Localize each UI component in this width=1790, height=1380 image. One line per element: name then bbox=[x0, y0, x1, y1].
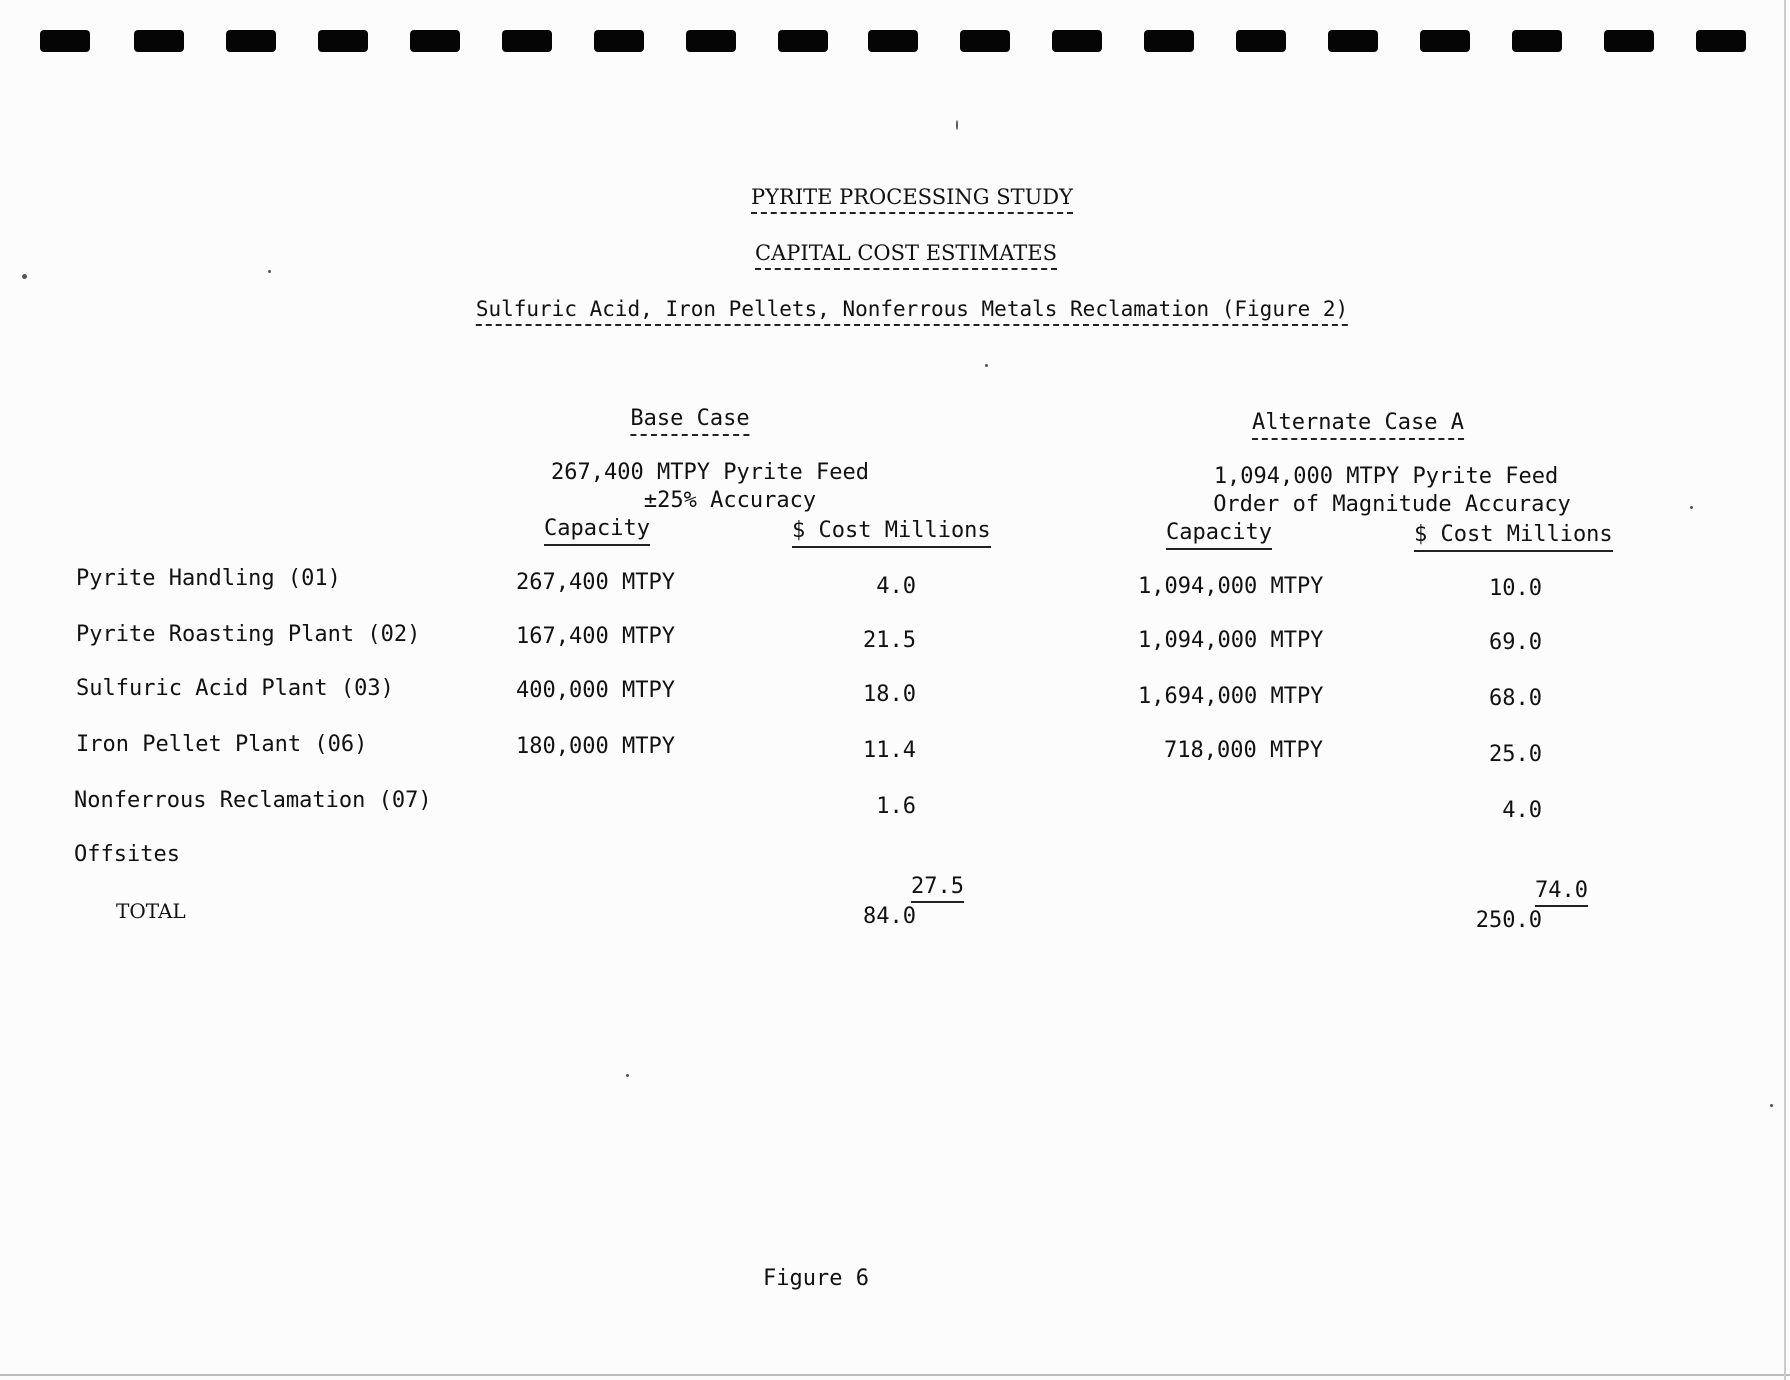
base-case-feed: 267,400 MTPY Pyrite Feed bbox=[551, 460, 869, 485]
base-cost-cell: 1.6 bbox=[876, 794, 916, 819]
document-description: Sulfuric Acid, Iron Pellets, Nonferrous Metals Reclamation (Figure 2) bbox=[476, 296, 1348, 326]
alternate-cost-cell: 68.0 bbox=[1489, 686, 1542, 711]
alternate-cost-cell: 4.0 bbox=[1502, 798, 1542, 823]
binder-hole bbox=[1144, 30, 1194, 52]
row-label: Sulfuric Acid Plant (03) bbox=[76, 676, 394, 701]
base-capacity-cell: 167,400 MTPY bbox=[516, 624, 675, 649]
alternate-capacity-cell: 1,094,000 MTPY bbox=[1138, 628, 1324, 653]
base-capacity-cell: 180,000 MTPY bbox=[516, 734, 675, 759]
total-base-cost: 84.0 bbox=[863, 904, 916, 929]
alternate-case-heading: Alternate Case A bbox=[1252, 410, 1464, 440]
base-cost-value: 27.5 bbox=[911, 874, 964, 903]
scan-speck bbox=[956, 120, 958, 130]
scan-speck bbox=[626, 1074, 629, 1077]
binder-hole bbox=[1512, 30, 1562, 52]
alternate-capacity-cell: 1,694,000 MTPY bbox=[1138, 684, 1324, 709]
alternate-cost-cell: 69.0 bbox=[1489, 630, 1542, 655]
alternate-cost-header: $ Cost Millions bbox=[1414, 522, 1613, 552]
binder-hole bbox=[318, 30, 368, 52]
base-case-accuracy: ±25% Accuracy bbox=[643, 488, 817, 513]
row-label: Nonferrous Reclamation (07) bbox=[74, 788, 432, 813]
binder-hole bbox=[1420, 30, 1470, 52]
binder-hole bbox=[1236, 30, 1286, 52]
total-alternate-cost: 250.0 bbox=[1475, 908, 1542, 933]
scan-speck bbox=[268, 270, 271, 273]
alternate-cost-value: 74.0 bbox=[1535, 878, 1588, 907]
alternate-case-accuracy: Order of Magnitude Accuracy bbox=[1213, 492, 1571, 517]
alternate-cost-cell: 10.0 bbox=[1489, 576, 1542, 601]
scan-speck bbox=[985, 364, 988, 367]
figure-caption: Figure 6 bbox=[763, 1266, 869, 1291]
binder-hole bbox=[410, 30, 460, 52]
document-title: PYRITE PROCESSING STUDY bbox=[751, 184, 1073, 214]
base-capacity-cell: 267,400 MTPY bbox=[516, 570, 675, 595]
scan-speck bbox=[1770, 1104, 1773, 1107]
binder-hole bbox=[1052, 30, 1102, 52]
alternate-case-feed: 1,094,000 MTPY Pyrite Feed bbox=[1213, 464, 1559, 489]
base-capacity-cell: 400,000 MTPY bbox=[516, 678, 675, 703]
alternate-capacity-cell: 718,000 MTPY bbox=[1164, 738, 1323, 763]
alternate-capacity-cell: 1,094,000 MTPY bbox=[1138, 574, 1324, 599]
base-cost-cell: 18.0 bbox=[863, 682, 916, 707]
binder-hole bbox=[502, 30, 552, 52]
base-cost-header: $ Cost Millions bbox=[792, 518, 991, 548]
row-label: Pyrite Handling (01) bbox=[76, 566, 341, 591]
alternate-capacity-header: Capacity bbox=[1166, 520, 1272, 550]
total-label: TOTAL bbox=[116, 899, 186, 923]
scan-speck bbox=[1690, 506, 1693, 509]
page-edge bbox=[1784, 0, 1786, 1380]
row-label: Iron Pellet Plant (06) bbox=[76, 732, 368, 757]
row-label: Pyrite Roasting Plant (02) bbox=[76, 622, 421, 647]
row-label: Offsites bbox=[74, 842, 180, 867]
binder-holes bbox=[0, 0, 1790, 60]
binder-hole bbox=[134, 30, 184, 52]
binder-hole bbox=[960, 30, 1010, 52]
binder-hole bbox=[594, 30, 644, 52]
base-cost-cell: 21.5 bbox=[863, 628, 916, 653]
alternate-cost-cell: 25.0 bbox=[1489, 742, 1542, 767]
binder-hole bbox=[778, 30, 828, 52]
binder-hole bbox=[868, 30, 918, 52]
base-case-heading: Base Case bbox=[630, 406, 749, 436]
scan-speck bbox=[22, 274, 27, 279]
base-cost-cell: 4.0 bbox=[876, 574, 916, 599]
binder-hole bbox=[1604, 30, 1654, 52]
base-cost-cell: 11.4 bbox=[863, 738, 916, 763]
base-capacity-header: Capacity bbox=[544, 516, 650, 546]
binder-hole bbox=[1696, 30, 1746, 52]
binder-hole bbox=[1328, 30, 1378, 52]
page-edge bbox=[0, 1374, 1790, 1376]
binder-hole bbox=[686, 30, 736, 52]
binder-hole bbox=[226, 30, 276, 52]
document-subtitle: CAPITAL COST ESTIMATES bbox=[755, 240, 1057, 270]
binder-hole bbox=[40, 30, 90, 52]
